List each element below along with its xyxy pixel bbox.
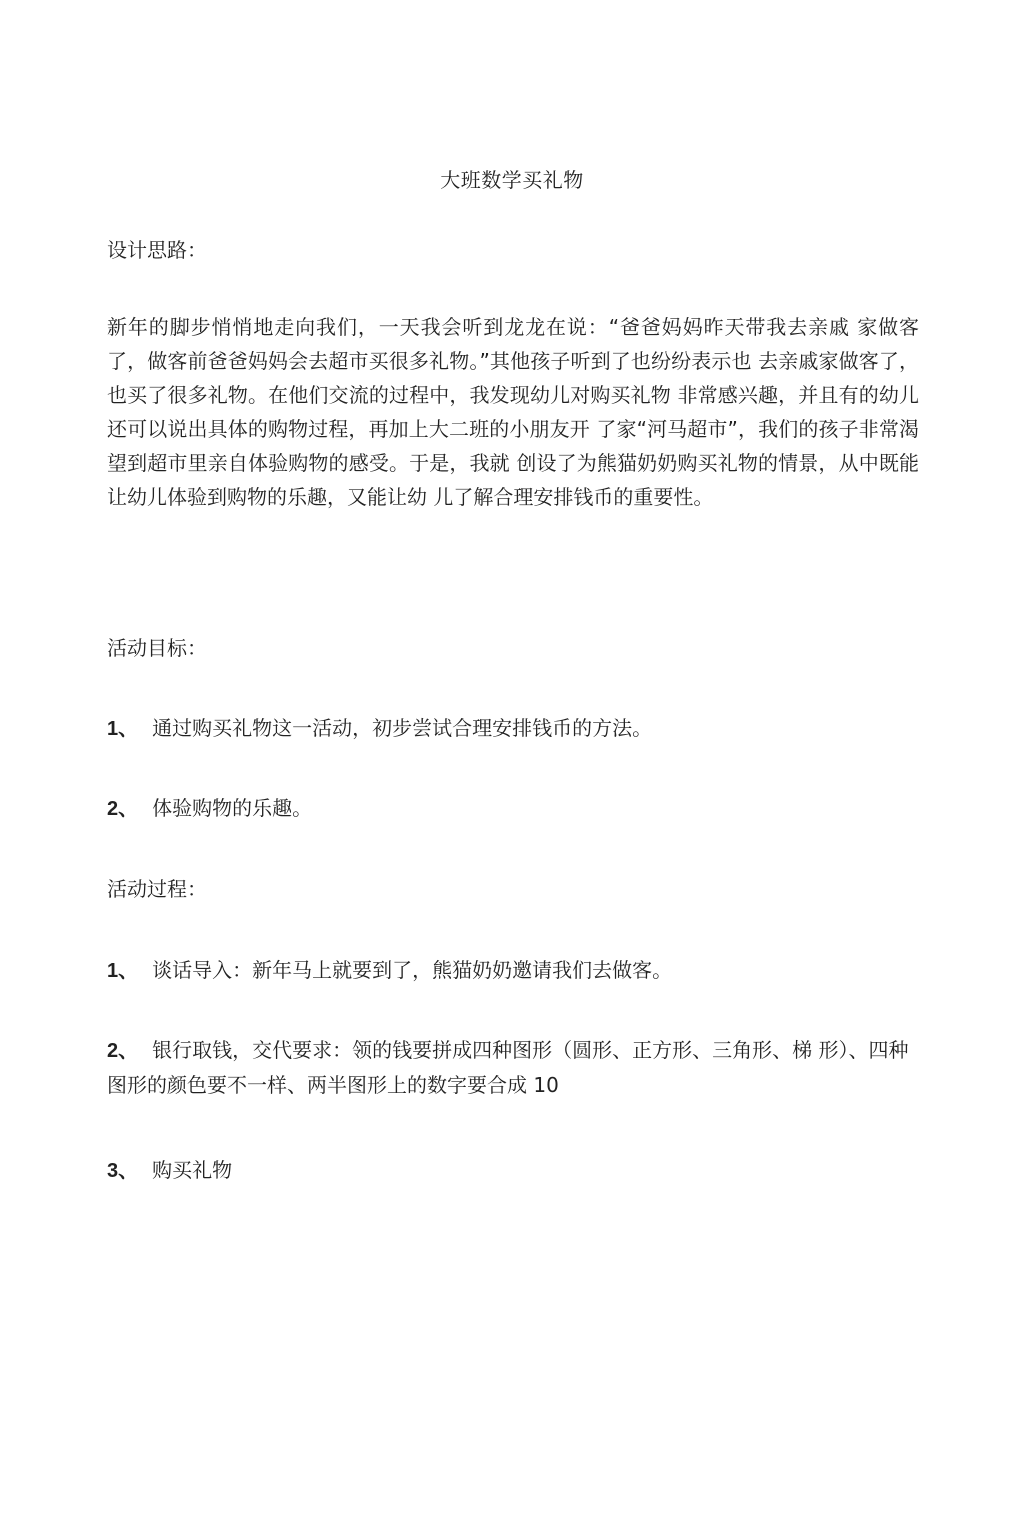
- goal-item-2: [107, 791, 919, 826]
- goal-item-text: 体验购物的乐趣。: [152, 796, 313, 820]
- process-item-number: 2、: [107, 1040, 139, 1062]
- goal-item-1: [107, 711, 919, 746]
- process-item-text: 银行取钱，交代要求：领的钱要拼成四种图形（圆形、正方形、三角形、梯 形）、四种图形的颜色要不一样、两半图形上的数字要合成 10: [107, 1038, 909, 1097]
- process-item-number: 3、: [107, 1160, 139, 1182]
- process-item-3: [107, 1153, 919, 1188]
- goal-item-text: 通过购买礼物这一活动，初步尝试合理安排钱币的方法。: [152, 716, 653, 740]
- goal-item-number: 1、: [107, 718, 139, 740]
- process-item-text: 谈话导入：新年马上就要到了，熊猫奶奶邀请我们去做客。: [152, 958, 673, 982]
- document-title: 大班数学买礼物: [440, 168, 584, 192]
- design-idea-paragraph: 新年的脚步悄悄地走向我们，一天我会听到龙龙在说：“爸爸妈妈昨天带我去亲戚 家做客了，做客前爸爸妈妈会去超市买很多礼物。”其他孩子听到了也纷纷表示也 去亲戚家做客了，也买了很多礼物。在他们交流的过程中，我发现幼儿对购买礼物 非常感兴趣，并且有的幼儿还可以说出具体的购物过程，再加上大二班的小朋友开 了家“河马超市”，我们的孩子非常渴望到超市里亲自体验购物的感受。于是，我就 创设了为熊猫奶奶购买礼物的情景，从中既能让幼儿体验到购物的乐趣，又能让幼 儿了解合理安排钱币的重要性。: [107, 315, 919, 509]
- process-item-text: 购买礼物: [152, 1158, 233, 1182]
- process-item-1: [107, 953, 919, 988]
- heading-activity-process: 活动过程：: [107, 877, 207, 901]
- process-item-number: 1、: [107, 960, 139, 982]
- process-item-2: [107, 1033, 919, 1102]
- heading-activity-goals: 活动目标：: [107, 636, 207, 660]
- heading-design-idea: 设计思路：: [107, 238, 207, 262]
- goal-item-number: 2、: [107, 798, 139, 820]
